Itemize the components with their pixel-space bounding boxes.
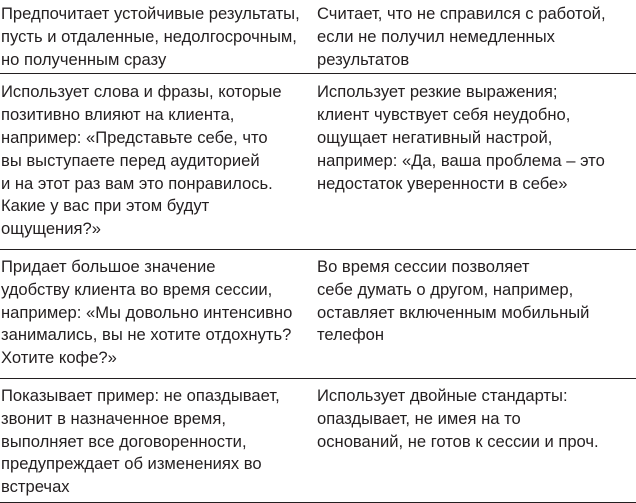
cell-text-line: Какие у вас при этом будут bbox=[1, 196, 210, 216]
cell-text-line: Придает большое значение bbox=[1, 256, 216, 276]
bad-practice-cell bbox=[313, 74, 636, 250]
cell-text-line: недостаток уверенности в себе» bbox=[317, 173, 568, 193]
bad-practice-cell bbox=[313, 0, 636, 74]
cell-text-line: Использует резкие выражения; bbox=[317, 82, 558, 102]
table-row bbox=[0, 74, 636, 250]
cell-text-line: ощущает негативный настрой, bbox=[317, 127, 553, 147]
cell-text-line: Считает, что не справился с работой, bbox=[317, 4, 606, 23]
cell-text-line: Использует слова и фразы, которые bbox=[1, 82, 282, 102]
table-row bbox=[0, 0, 636, 74]
cell-text-line: звонит в назначенное время, bbox=[1, 408, 226, 428]
cell-text-line: опаздывает, не имея на то bbox=[317, 408, 521, 428]
cell-text-line: предупреждает об изменениях во bbox=[1, 454, 262, 474]
table-row bbox=[0, 378, 636, 502]
cell-text-line: удобству клиента во время сессии, bbox=[1, 279, 273, 299]
cell-text-line: оставляет включенным мобильный bbox=[317, 302, 590, 322]
good-practice-cell bbox=[0, 0, 313, 74]
cell-text-line: Во время сессии позволяет bbox=[317, 256, 530, 276]
cell-text-line: вы выступаете перед аудиторией bbox=[1, 150, 260, 170]
cell-text-line: занимались, вы не хотите отдохнуть? bbox=[1, 325, 292, 345]
cell-text-line: Показывает пример: не опаздывает, bbox=[1, 385, 280, 405]
cell-text-line: пусть и отдаленные, недолгосрочным, bbox=[1, 26, 297, 46]
cell-text-line: клиент чувствует себя неудобно, bbox=[317, 105, 571, 125]
cell-text-line: результатов bbox=[317, 49, 410, 69]
cell-text-line: ощущения?» bbox=[1, 219, 101, 239]
cell-text-line: но полученным сразу bbox=[1, 49, 167, 69]
cell-text-line: выполняет все договоренности, bbox=[1, 431, 247, 451]
cell-text-line: оснований, не готов к сессии и проч. bbox=[317, 431, 599, 451]
cell-text-line: если не получил немедленных bbox=[317, 26, 555, 46]
cell-text-line: Хотите кофе?» bbox=[1, 348, 117, 368]
good-practice-cell bbox=[0, 378, 313, 502]
cell-text-line: Предпочитает устойчивые результаты, bbox=[1, 4, 300, 23]
cell-text-line: телефон bbox=[317, 325, 385, 345]
table-row bbox=[0, 249, 636, 378]
good-practice-cell bbox=[0, 249, 313, 378]
bad-practice-cell bbox=[313, 249, 636, 378]
cell-text-line: встречах bbox=[1, 477, 70, 497]
cell-text-line: позитивно влияют на клиента, bbox=[1, 105, 235, 125]
cell-text-line: и на этот раз вам это понравилось. bbox=[1, 173, 273, 193]
cell-text-line: например: «Мы довольно интенсивно bbox=[1, 302, 293, 322]
cell-text-line: себе думать о другом, например, bbox=[317, 279, 574, 299]
cell-text-line: например: «Да, ваша проблема – это bbox=[317, 150, 605, 170]
cell-text-line: например: «Представьте себе, что bbox=[1, 127, 268, 147]
cell-text-line: Использует двойные стандарты: bbox=[317, 385, 568, 405]
bad-practice-cell bbox=[313, 378, 636, 502]
good-practice-cell bbox=[0, 74, 313, 250]
